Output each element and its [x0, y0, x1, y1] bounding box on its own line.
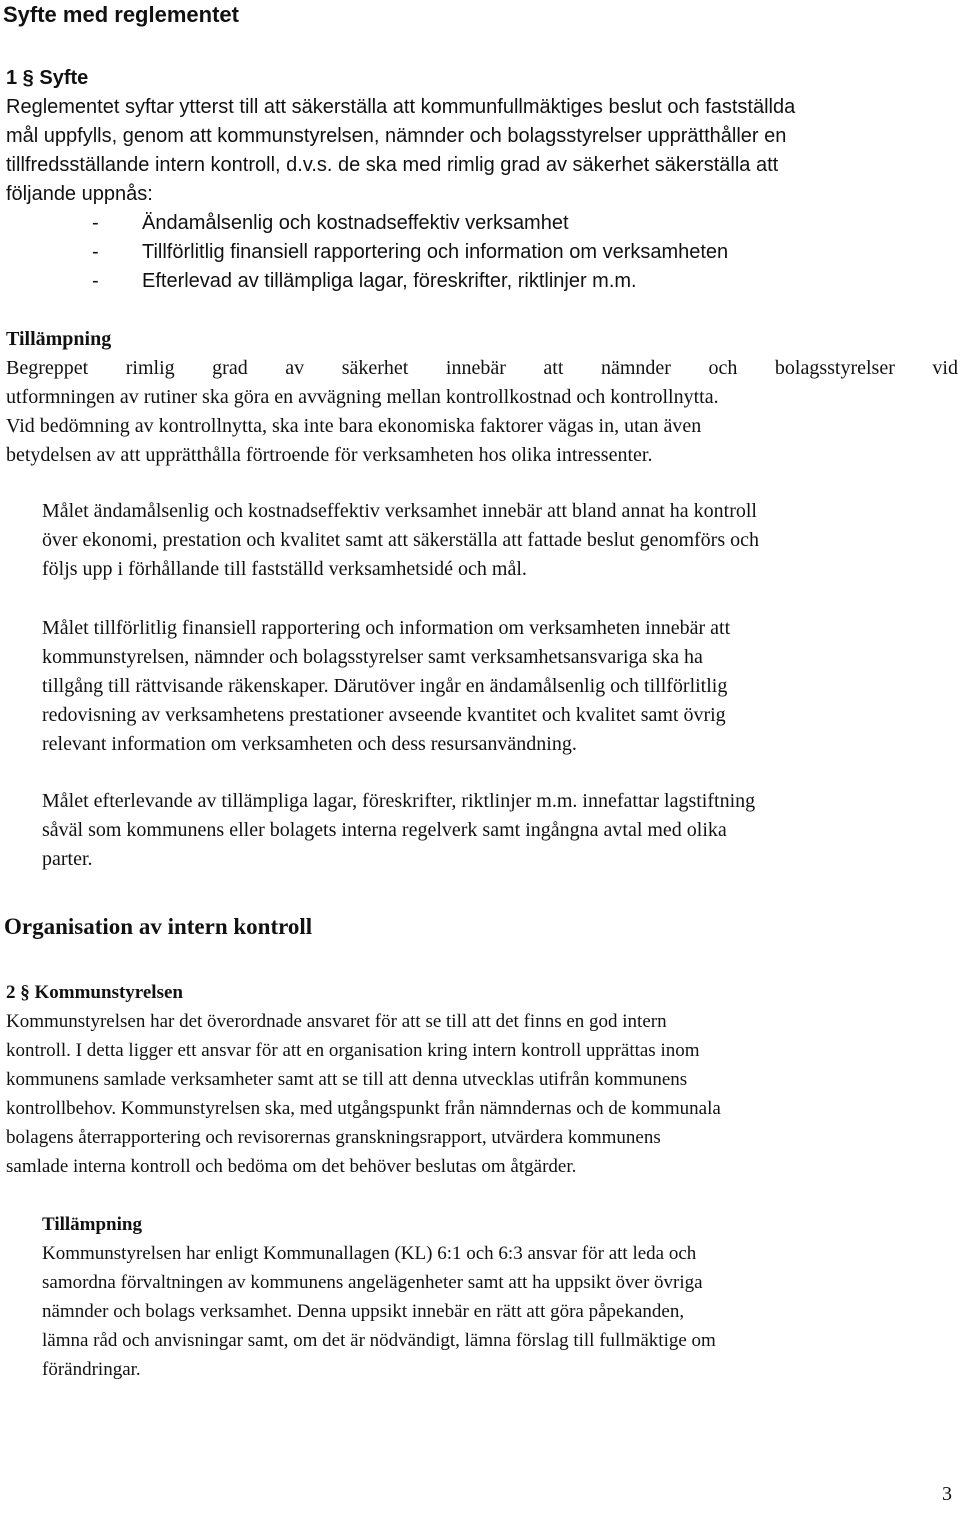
- text-line: utformningen av rutiner ska göra en avvägning mellan kontrollkostnad och kontrollnytta.: [6, 386, 719, 408]
- section-title-syfte: Syfte med reglementet: [3, 2, 239, 27]
- text-line: kommunstyrelsen, nämnder och bolagsstyrelser samt verksamhetsansvariga ska ha: [42, 646, 703, 668]
- text-line: kontroll. I detta ligger ett ansvar för att en organisation kring intern kontroll upprättas inom: [6, 1040, 700, 1061]
- text-line: parter.: [42, 848, 93, 870]
- text-line: nämnder och bolags verksamhet. Denna uppsikt innebär en rätt att göra påpekanden,: [42, 1301, 685, 1322]
- list-item: [92, 267, 912, 296]
- text-line: Vid bedömning av kontrollnytta, ska inte bara ekonomiska faktorer vägas in, utan även: [6, 415, 702, 437]
- text-line: samlade interna kontroll och bedöma om det behöver beslutas om åtgärder.: [6, 1156, 577, 1177]
- text-line: tillfredsställande intern kontroll, d.v.s. de ska med rimlig grad av säkerhet säkerställa att: [6, 154, 779, 176]
- text-line: lämna råd och anvisningar samt, om det är nödvändigt, lämna förslag till fullmäktige om: [42, 1330, 716, 1351]
- text-line: betydelsen av att upprätthålla förtroende för verksamheten hos olika intressenter.: [6, 444, 653, 466]
- text-line: redovisning av verksamhetens prestationer avseende kvantitet och kvalitet samt övrig: [42, 704, 726, 726]
- text-line: tillgång till rättvisande räkenskaper. Därutöver ingår en ändamålsenlig och tillförlitlig: [42, 675, 728, 697]
- list-item-text: Ändamålsenlig och kostnadseffektiv verksamhet: [142, 212, 569, 234]
- application-heading: Tillämpning: [42, 1214, 142, 1235]
- page-number: 3: [942, 1483, 952, 1505]
- section-2-block: [6, 978, 958, 1181]
- list-dash: -: [92, 241, 99, 263]
- text-line: följande uppnås:: [6, 183, 153, 205]
- list-dash: -: [92, 212, 99, 234]
- text-line: Reglementet syftar ytterst till att säkerställa att kommunfullmäktiges beslut och fastställda: [6, 96, 796, 118]
- text-line: Kommunstyrelsen har det överordnade ansvaret för att se till att det finns en god intern: [6, 1011, 667, 1032]
- text-line: förändringar.: [42, 1359, 141, 1380]
- section-title-organisation: Organisation av intern kontroll: [4, 914, 313, 939]
- list-item-text: Tillförlitlig finansiell rapportering och information om verksamheten: [142, 241, 729, 263]
- text-line: mål uppfylls, genom att kommunstyrelsen, nämnder och bolagsstyrelser upprätthåller en: [6, 125, 787, 147]
- application-heading: Tillämpning: [6, 328, 112, 350]
- text-line: kontrollbehov. Kommunstyrelsen ska, med utgångspunkt från nämndernas och de kommunala: [6, 1098, 721, 1119]
- section-1-block: [6, 64, 926, 209]
- text-line: Kommunstyrelsen har enligt Kommunallagen (KL) 6:1 och 6:3 ansvar för att leda och: [42, 1243, 697, 1264]
- text-line: Målet efterlevande av tillämpliga lagar, föreskrifter, riktlinjer m.m. innefattar lagstiftning: [42, 790, 756, 812]
- text-line: såväl som kommunens eller bolagets interna regelverk samt ingångna avtal med olika: [42, 819, 727, 841]
- text-line: bolagens återrapportering och revisorernas granskningsrapport, utvärdera kommunens: [6, 1127, 661, 1148]
- list-item: [92, 209, 912, 238]
- text-line: relevant information om verksamheten och dess resursanvändning.: [42, 733, 577, 755]
- text-line: kommunens samlade verksamheter samt att se till att denna utvecklas utifrån kommunens: [6, 1069, 688, 1090]
- list-dash: -: [92, 270, 99, 292]
- goal-paragraph-1: [42, 497, 957, 584]
- goal-paragraph-2: [42, 614, 957, 759]
- text-line: följs upp i förhållande till fastställd verksamhetsidé och mål.: [42, 558, 527, 580]
- text-line: Begreppet rimlig grad av säkerhet innebär att nämnder och bolagsstyrelser vid: [6, 357, 958, 379]
- text-line: samordna förvaltningen av kommunens angelägenheter samt att ha uppsikt över övriga: [42, 1272, 703, 1293]
- text-line: Målet ändamålsenlig och kostnadseffektiv verksamhet innebär att bland annat ha kontroll: [42, 500, 757, 522]
- list-item: [92, 238, 912, 267]
- paragraph-heading-syfte: 1 § Syfte: [6, 67, 89, 89]
- goal-paragraph-3: [42, 787, 957, 874]
- text-line: Målet tillförlitlig finansiell rapportering och information om verksamheten innebär att: [42, 617, 731, 639]
- list-item-text: Efterlevad av tillämpliga lagar, föreskrifter, riktlinjer m.m.: [142, 270, 637, 292]
- paragraph-heading-kommunstyrelsen: 2 § Kommunstyrelsen: [6, 982, 183, 1003]
- application-block-2: [42, 1210, 957, 1384]
- application-block-1: [6, 325, 958, 470]
- text-line: över ekonomi, prestation och kvalitet samt att säkerställa att fattade beslut genomförs och: [42, 529, 760, 551]
- goal-list: [92, 209, 912, 296]
